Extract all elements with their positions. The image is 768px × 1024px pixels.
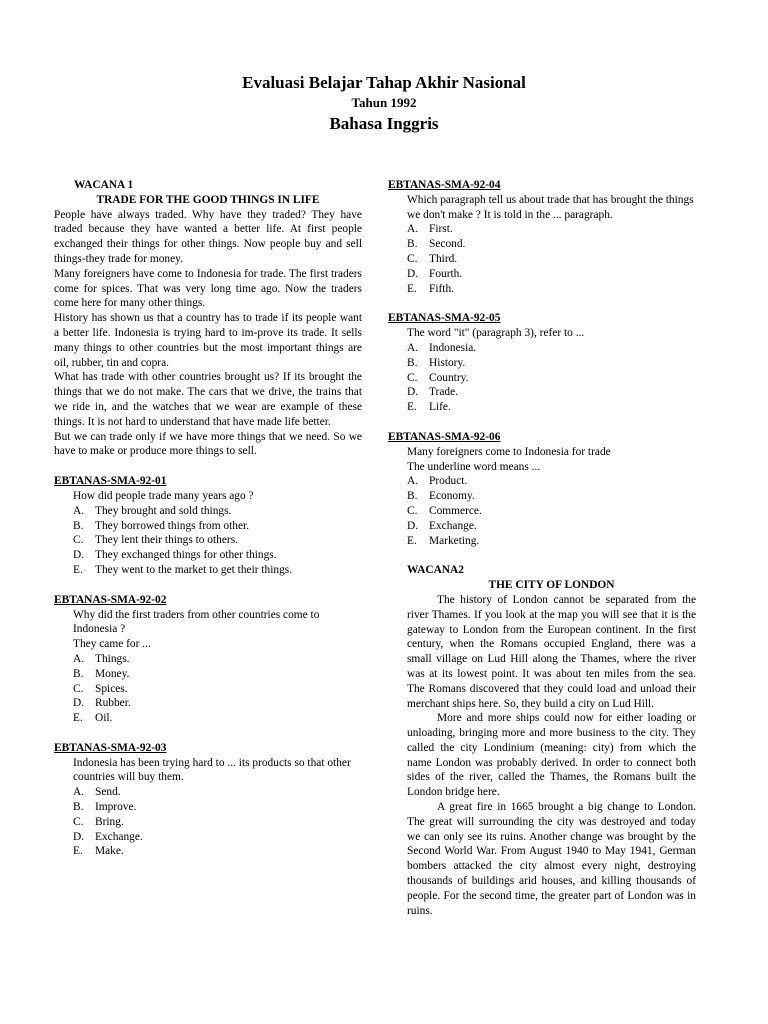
option-letter: D. [73, 549, 85, 562]
answer-option [73, 711, 362, 726]
option-text: Commerce. [429, 504, 482, 517]
question-text: The underline word means ... [407, 460, 541, 473]
option-text: Exchange. [429, 519, 477, 532]
option-text: Money. [95, 667, 130, 680]
passage-paragraph: But we can trade only if we have more things that we need. So we have to make or produce more things to sell. [54, 430, 362, 458]
passage-paragraph: The history of London cannot be separated from the river Thames. If you look at the map you will see that it is the gateway to London from the European continent. In the first century, when the Romans occupied England, there was a small village on Lud Hill along the Thames, where the river was at its lowest point. It was about ten miles from the sea. The Romans discovered that they could load and unload their merchant ships here. So, they build a city on Lud Hill. [407, 593, 696, 710]
question-body [407, 326, 696, 415]
option-letter: D. [407, 519, 419, 532]
answer-option [407, 267, 696, 282]
option-letter: C. [73, 815, 84, 828]
option-text: Fourth. [429, 267, 463, 280]
option-text: Trade. [429, 386, 459, 399]
question-92-03 [54, 741, 362, 859]
question-body [73, 489, 362, 578]
question-body [407, 193, 696, 297]
answer-option [73, 533, 362, 548]
question-code: EBTANAS-SMA-92-01 [54, 475, 167, 488]
answer-option [407, 371, 696, 386]
option-text: Make. [95, 845, 124, 858]
answer-option [73, 785, 362, 800]
passage-paragraph: Many foreigners have come to Indonesia for trade. The first traders come for spices. That was very long time ago. Now the traders come here for many other things. [54, 267, 362, 310]
option-letter: D. [73, 830, 85, 843]
option-text: They borrowed things from other. [95, 519, 250, 532]
answer-option [73, 563, 362, 578]
option-letter: A. [73, 504, 85, 517]
option-text: They brought and sold things. [95, 504, 232, 517]
passage-paragraph: What has trade with other countries brought us? If its brought the things that we do not make. The cars that we drive, the trains that we ride in, and the watches that we wear are example of these things. It is not hard to understand that have made life better. [54, 371, 362, 428]
answer-option [73, 652, 362, 667]
answer-option [73, 682, 362, 697]
passage-label: WACANA 1 [74, 179, 134, 191]
option-letter: A. [73, 652, 85, 665]
question-92-04 [388, 178, 696, 296]
question-text: Which paragraph tell us about trade that has brought the things we don't make ? It is told in the ... paragraph. [407, 193, 694, 221]
right-column [388, 178, 696, 918]
question-code: EBTANAS-SMA-92-05 [388, 312, 501, 325]
answer-option [407, 504, 696, 519]
answer-option [73, 696, 362, 711]
option-letter: D. [407, 267, 419, 280]
passage-paragraph: More and more ships could now for either loading or unloading, bringing more and more business to the city. They called the city Londinium (meaning: city) from which the name London was probably derived. In order to connect both sides of the river, called the Thames, the Romans built the London bridge here. [407, 712, 696, 799]
option-letter: E. [407, 282, 417, 295]
question-text: The word "it" (paragraph 3), refer to ... [407, 327, 585, 340]
page-header [0, 72, 768, 135]
answer-option [407, 400, 696, 415]
option-letter: C. [407, 252, 418, 265]
option-letter: E. [407, 534, 417, 547]
option-text: Things. [95, 652, 130, 665]
answer-option [407, 222, 696, 237]
option-letter: A. [407, 223, 419, 236]
option-letter: A. [73, 786, 85, 799]
option-letter: C. [73, 682, 84, 695]
question-text: How did people trade many years ago ? [73, 489, 254, 502]
option-letter: D. [73, 697, 85, 710]
option-text: They exchanged things for other things. [95, 549, 277, 562]
option-text: Fifth. [429, 282, 455, 295]
question-code: EBTANAS-SMA-92-06 [388, 430, 501, 443]
question-92-02 [54, 593, 362, 726]
passage-title: TRADE FOR THE GOOD THINGS IN LIFE [96, 193, 320, 206]
option-letter: B. [407, 356, 418, 369]
answer-option [407, 474, 696, 489]
left-column [54, 178, 362, 859]
option-text: Exchange. [95, 830, 143, 843]
option-letter: D. [407, 386, 419, 399]
question-92-06 [388, 430, 696, 548]
question-code: EBTANAS-SMA-92-02 [54, 593, 167, 606]
question-body [73, 608, 362, 726]
option-text: Bring. [95, 815, 124, 828]
option-text: First. [429, 223, 453, 236]
option-letter: B. [407, 238, 418, 251]
option-letter: E. [73, 712, 83, 725]
option-letter: B. [407, 490, 418, 503]
question-text: They came for ... [73, 638, 151, 651]
passage-paragraph: People have always traded. Why have they traded? They have traded because they have wanted a better life. At first people exchanged their things for other things. Now people buy and sell things-they trade for money. [54, 208, 362, 265]
option-text: History. [429, 356, 466, 369]
question-text: Why did the first traders from other countries come to Indonesia ? [73, 608, 320, 636]
question-code: EBTANAS-SMA-92-03 [54, 741, 167, 754]
option-letter: E. [73, 563, 83, 576]
option-letter: C. [73, 534, 84, 547]
option-letter: B. [73, 667, 84, 680]
answer-option [407, 341, 696, 356]
exam-title: Evaluasi Belajar Tahap Akhir Nasional [242, 73, 526, 92]
passage-title: THE CITY OF LONDON [488, 579, 615, 592]
answer-option [73, 519, 362, 534]
passage-wacana-2 [388, 563, 696, 918]
question-body [407, 445, 696, 549]
question-92-05 [388, 311, 696, 415]
option-text: Second. [429, 238, 466, 251]
option-text: Product. [429, 475, 468, 488]
passage-label: WACANA2 [407, 564, 464, 577]
option-letter: B. [73, 519, 84, 532]
answer-option [407, 356, 696, 371]
option-text: Economy. [429, 490, 475, 503]
answer-option [73, 844, 362, 859]
question-text: Indonesia has been trying hard to ... its products so that other countries will buy them. [73, 756, 351, 784]
answer-option [407, 489, 696, 504]
passage-body [407, 578, 696, 918]
passage-paragraph: History has shown us that a country has to trade if its people want a better life. Indonesia is trying hard to im-prove its trade. It sells many things to other countries but the most important things are oil, rubber, tin and copra. [54, 312, 362, 369]
answer-option [407, 282, 696, 297]
option-letter: E. [73, 845, 83, 858]
option-text: Rubber. [95, 697, 131, 710]
option-text: Indonesia. [429, 341, 477, 354]
question-text: Many foreigners come to Indonesia for trade [407, 445, 611, 458]
option-letter: C. [407, 371, 418, 384]
exam-year: Tahun 1992 [351, 95, 417, 110]
question-code: EBTANAS-SMA-92-04 [388, 179, 501, 191]
exam-subject: Bahasa Inggris [329, 114, 439, 133]
passage-paragraph: A great fire in 1665 brought a big change to London. The great will surrounding the city was destroyed and today we can only see its ruins. Another change was brought by the Second World War. From August 1940 to May 1941, German bombers attacked the city almost every night, destroying thousands of buildings arid houses, and killing thousands of people. For the second time, the greater part of London was in ruins. [407, 801, 696, 917]
answer-option [73, 830, 362, 845]
option-text: Third. [429, 252, 458, 265]
answer-option [407, 237, 696, 252]
answer-option [73, 548, 362, 563]
option-text: Improve. [95, 801, 137, 814]
answer-option [407, 385, 696, 400]
question-body [73, 756, 362, 860]
option-text: Marketing. [429, 534, 480, 547]
option-letter: A. [407, 475, 419, 488]
option-text: Oil. [95, 712, 113, 725]
question-92-01 [54, 474, 362, 578]
option-letter: B. [73, 801, 84, 814]
answer-option [73, 504, 362, 519]
option-text: Life. [429, 401, 451, 414]
answer-option [73, 800, 362, 815]
answer-option [407, 534, 696, 549]
answer-option [73, 815, 362, 830]
option-text: They went to the market to get their things. [95, 563, 293, 576]
answer-option [73, 667, 362, 682]
option-text: Country. [429, 371, 469, 384]
option-text: They lent their things to others. [95, 534, 238, 547]
answer-option [407, 252, 696, 267]
option-letter: C. [407, 504, 418, 517]
option-letter: E. [407, 401, 417, 414]
option-text: Send. [95, 786, 121, 799]
option-text: Spices. [95, 682, 128, 695]
answer-option [407, 519, 696, 534]
option-letter: A. [407, 341, 419, 354]
passage-wacana-1 [54, 178, 362, 459]
